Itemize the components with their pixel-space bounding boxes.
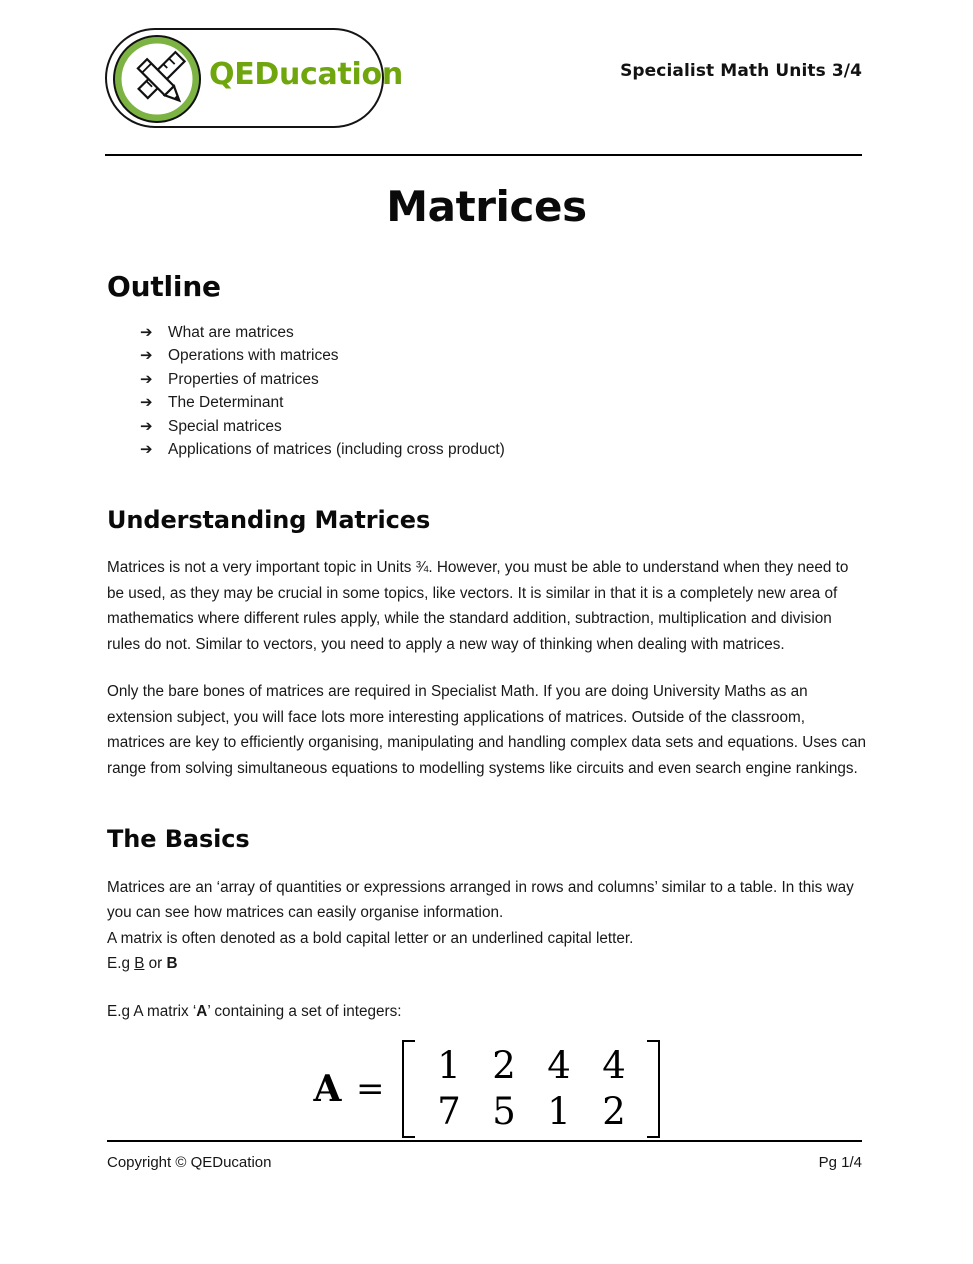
eg-bold-letter: B [166,955,178,973]
spacer [107,977,867,999]
page-footer [107,1154,862,1171]
matrix-intro-letter: A [196,1002,208,1020]
basics-line-3: A matrix is often denoted as a bold capital letter or an underlined capital letter. [107,929,634,947]
list-item [140,368,867,392]
header-subject-title: Specialist Math Units 3/4 [620,61,862,81]
list-item-label: The Determinant [168,394,284,412]
matrix-cell: 7 [437,1090,461,1134]
understanding-matrices-heading: Understanding Matrices [107,505,431,534]
pencil-ruler-icon [112,34,202,124]
matrix-cell: 5 [492,1090,516,1134]
list-item [140,321,867,345]
arrow-right-icon: ➔ [140,347,153,365]
left-bracket-icon [402,1040,415,1138]
arrow-right-icon: ➔ [140,417,153,435]
page-title: Matrices [386,182,587,231]
arrow-right-icon: ➔ [140,394,153,412]
spacer [107,533,867,555]
footer-copyright: Copyright © QEDucation [107,1154,272,1171]
understanding-paragraph-1: Matrices is not a very important topic in Units ¾. However, you must be able to understand when they need to be used, as they may be crucial in some topics, like vectors. It is similar in that it is a completely new area of mathematics where different rules apply, while the standard addition, subtraction, multiplication and division rules do not. Similar to vectors, you need to apply a new way of thinking when dealing with matrices. [107,559,849,653]
list-item-label: What are matrices [168,323,294,341]
basics-line-1: Matrices are an ‘array of quantities or expressions arranged in rows and columns’ similar to a [107,878,736,896]
matrix-cell: 1 [437,1044,461,1088]
matrix-grid [415,1040,647,1138]
matrix-intro-suffix: ’ containing a set of integers: [207,1002,402,1020]
list-item-label: Properties of matrices [168,370,319,388]
matrix-cell: 4 [547,1044,571,1088]
arrow-right-icon: ➔ [140,370,153,388]
eg-prefix: E.g [107,955,135,973]
outline-list [107,321,867,462]
list-item [140,391,867,415]
list-item-label: Applications of matrices (including cross product) [168,441,505,459]
arrow-right-icon: ➔ [140,441,153,459]
matrix-equation-lhs: A [313,1068,342,1111]
the-basics-heading: The Basics [107,825,250,854]
eg-underlined-letter: B [134,955,145,973]
outline-heading: Outline [107,270,221,303]
understanding-paragraph-2: Only the bare bones of matrices are required in Specialist Math. If you are doing University Maths as an extension subject, you will face lots more interesting applications of matrices. Outside of the classroom, matrices are key to efficiently organising, manipulating and handling complex data sets and equations. Uses can range from solving simultaneous equations to modelling systems like circuits and even search engine rankings. [107,683,867,777]
spacer [107,853,867,875]
list-item-label: Operations with matrices [168,347,339,365]
spacer [107,781,867,826]
matrix-cell: 1 [547,1090,571,1134]
matrix-example-intro [107,999,867,1025]
matrix-row [421,1043,641,1089]
spacer [107,657,867,679]
basics-paragraph [107,875,867,977]
matrix-cell: 2 [492,1044,516,1088]
footer-page-number: Pg 1/4 [818,1154,862,1171]
matrix-cell: 2 [602,1090,626,1134]
eg-middle: or [144,955,167,973]
right-bracket-icon [647,1040,660,1138]
matrix-cell: 4 [602,1044,626,1088]
page-header [105,28,862,130]
logo-wordmark: QEDucation [209,57,403,92]
list-item [140,415,867,439]
document-content [107,272,867,1138]
footer-divider [107,1140,862,1142]
matrix-intro-prefix: E.g A matrix ‘ [107,1002,197,1020]
matrix-row [421,1089,641,1135]
header-divider [105,154,862,156]
spacer [107,462,867,507]
list-item-label: Special matrices [168,417,282,435]
equals-sign: = [355,1069,385,1110]
arrow-right-icon: ➔ [140,323,153,341]
basics-line-2: table. In this way you can see how matrices can easily organise information. [107,878,854,922]
list-item [140,344,867,368]
matrix-equation [107,1040,867,1138]
qeducation-logo [105,28,403,128]
list-item [140,438,867,462]
matrix-a [402,1040,660,1138]
